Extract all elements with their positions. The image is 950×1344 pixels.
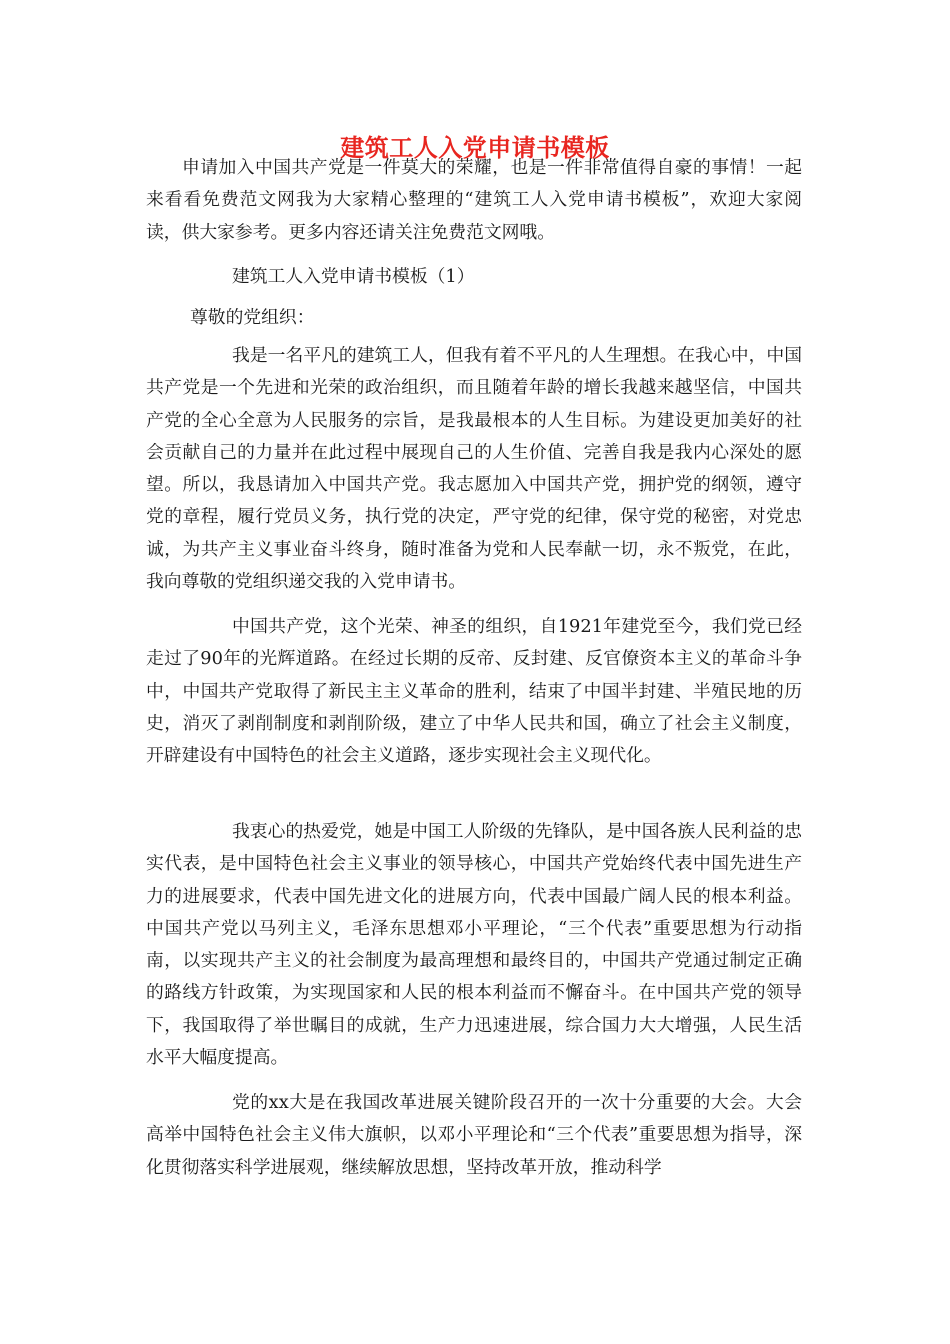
body-paragraph-1: 我是一名平凡的建筑工人，但我有着不平凡的人生理想。在我心中，中国共产党是一个先进和光荣的政治组织，而且随着年龄的增长我越来越坚信，中国共产党的全心全意为人民服务的宗旨，是我最根本的人生目标。为建设更加美好的社会贡献自己的力量并在此过程中展现自己的人生价值、完善自我是我内心深处的愿望。所以，我恳请加入中国共产党。我志愿加入中国共产党，拥护党的纲领，遵守党的章程，履行党员义务，执行党的决定，严守党的纪律，保守党的秘密，对党忠诚，为共产主义事业奋斗终身，随时准备为党和人民奉献一切，永不叛党，在此，我向尊敬的党组织递交我的入党申请书。	[146, 345, 802, 593]
salutation: 尊敬的党组织：	[190, 307, 315, 328]
section-subtitle: 建筑工人入党申请书模板（1）	[232, 266, 475, 287]
body-paragraph-3: 我衷心的热爱党，她是中国工人阶级的先锋队，是中国各族人民利益的忠实代表，是中国特色社会主义事业的领导核心，中国共产党始终代表中国先进生产力的进展要求，代表中国先进文化的进展方向，代表中国最广阔人民的根本利益。中国共产党以马列主义，毛泽东思想邓小平理论，“三个代表”重要思想为行动指南，以实现共产主义的社会制度为最高理想和最终目的，中国共产党通过制定正确的路线方针政策，为实现国家和人民的根本利益而不懈奋斗。在中国共产党的领导下，我国取得了举世瞩目的成就，生产力迅速进展，综合国力大大增强，人民生活水平大幅度提高。	[146, 821, 802, 1069]
body-paragraph-4: 党的xx大是在我国改革进展关键阶段召开的一次十分重要的大会。大会高举中国特色社会主义伟大旗帜，以邓小平理论和“三个代表”重要思想为指导，深化贯彻落实科学进展观，继续解放思想，坚持改革开放，推动科学	[146, 1092, 802, 1178]
document-title: 建筑工人入党申请书模板	[340, 134, 610, 163]
intro-paragraph: 申请加入中国共产党是一件莫大的荣耀，也是一件非常值得自豪的事情！一起来看看免费范文网我为大家精心整理的“建筑工人入党申请书模板”，欢迎大家阅读，供大家参考。更多内容还请关注免费范文网哦。	[146, 157, 802, 243]
body-paragraph-2: 中国共产党，这个光荣、神圣的组织，自1921年建党至今，我们党已经走过了90年的光辉道路。在经过长期的反帝、反封建、反官僚资本主义的革命斗争中，中国共产党取得了新民主主义革命的胜利，结束了中国半封建、半殖民地的历史，消灭了剥削制度和剥削阶级，建立了中华人民共和国，确立了社会主义制度，开辟建设有中国特色的社会主义道路，逐步实现社会主义现代化。	[146, 616, 802, 767]
